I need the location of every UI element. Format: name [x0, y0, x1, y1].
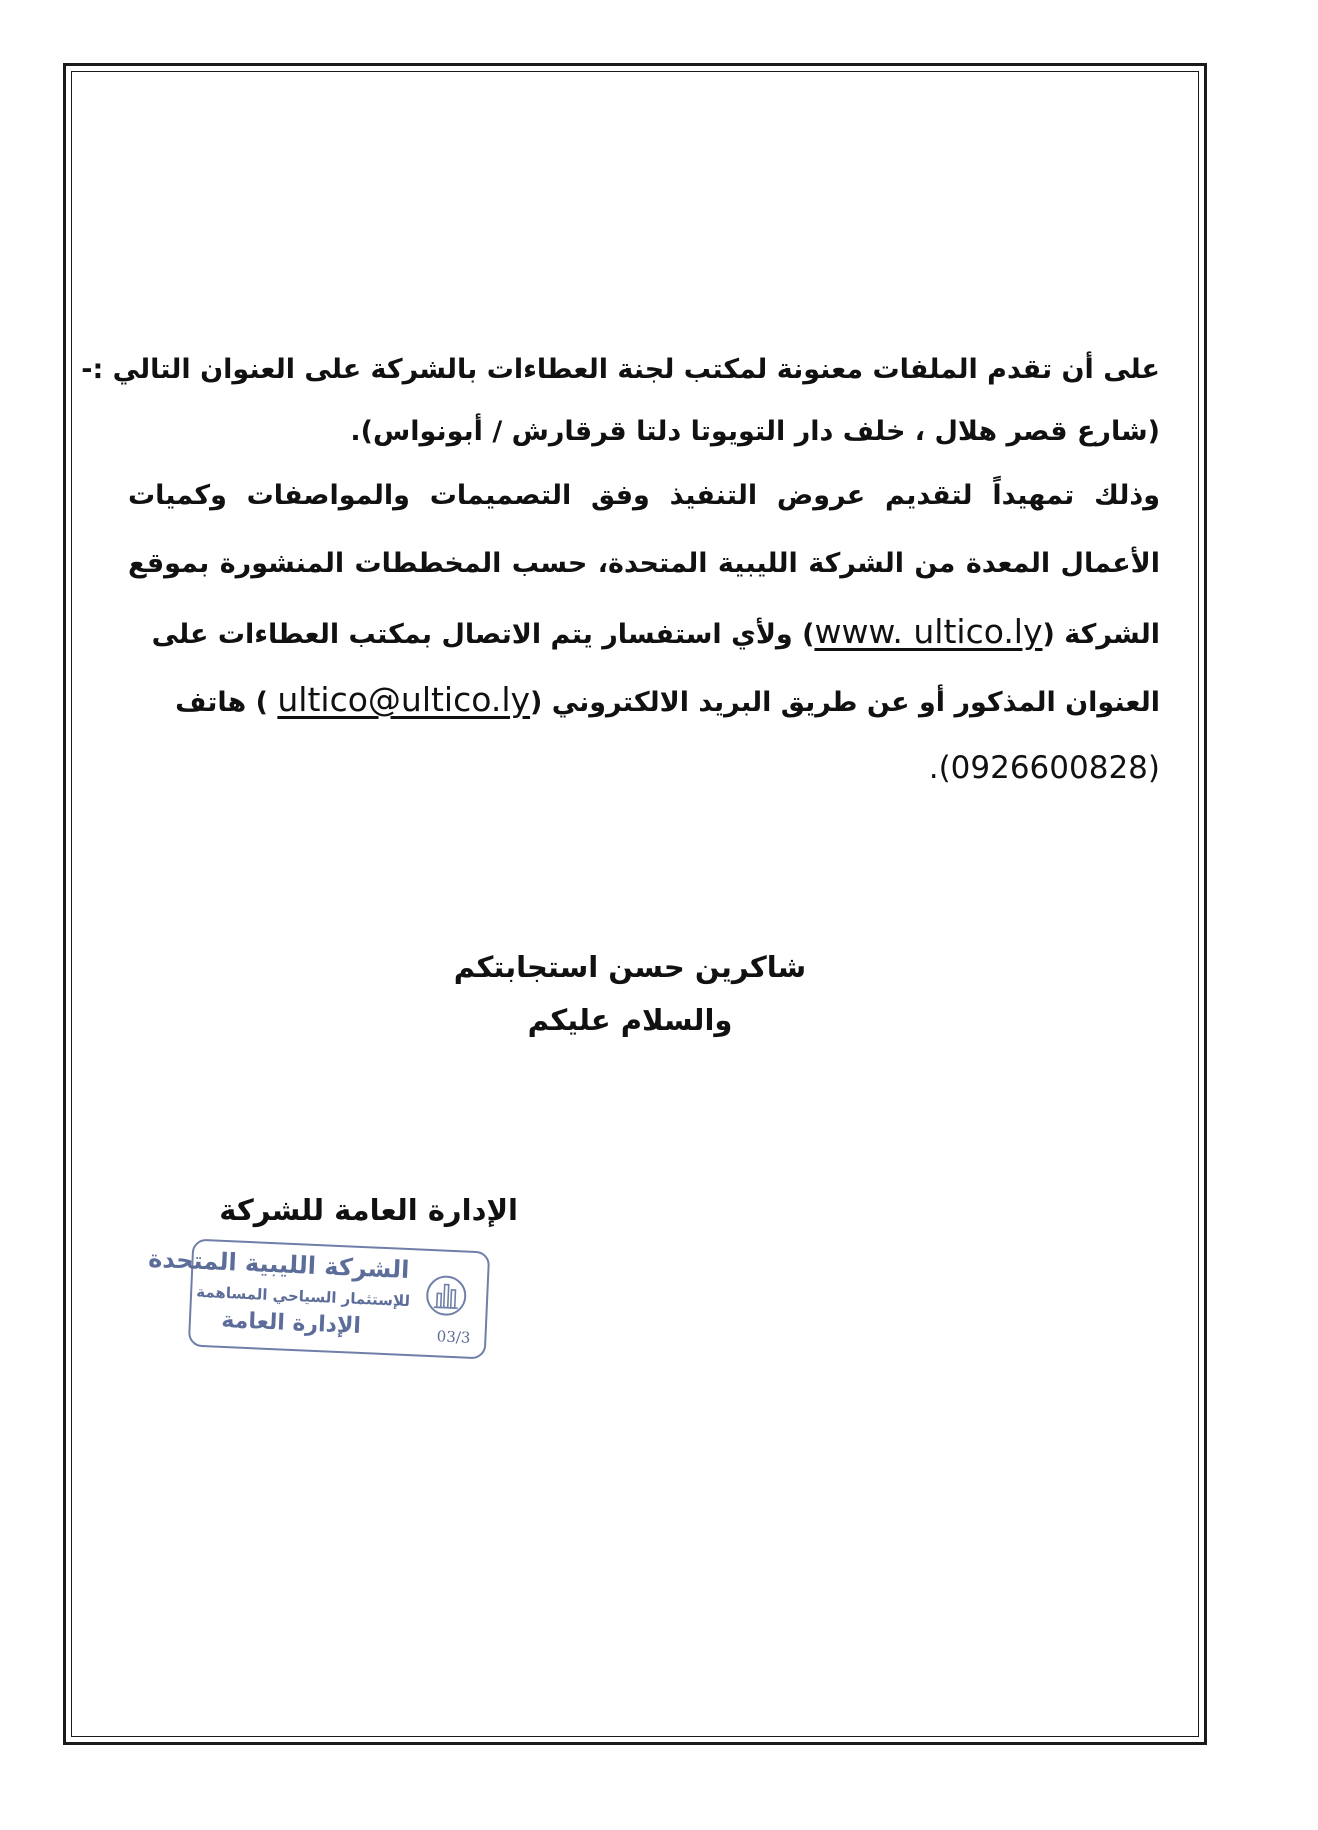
stamp-company-subtitle: للإستثمار السياحي المساهمة	[195, 1282, 411, 1311]
company-stamp	[147, 1239, 490, 1360]
letter-line-3: وذلك تمهيداً لتقديم عروض التنفيذ وفق التصميمات والمواصفات وكميات	[128, 480, 1160, 511]
letter-line-1: على أن تقدم الملفات معنونة لمكتب لجنة العطاءات بالشركة على العنوان التالي :-	[81, 354, 1160, 385]
stamp-company-name: الشركة الليبية المتحدة	[147, 1244, 410, 1285]
letter-line-5-start: الشركة (	[1042, 619, 1160, 650]
signature-organization: الإدارة العامة للشركة	[219, 1193, 518, 1227]
letter-line-5-end: ) ولأي استفسار يتم الاتصال بمكتب العطاءات على	[151, 619, 815, 650]
stamp-department: الإدارة العامة	[220, 1307, 362, 1339]
letter-line-6	[128, 680, 1160, 720]
page-border-inner	[71, 71, 1199, 1737]
email-link[interactable]: ultico@ultico.ly	[277, 680, 531, 719]
letter-line-7	[128, 748, 1160, 788]
closing-thanks: شاكرين حسن استجابتكم	[453, 950, 807, 984]
letter-line-6-end: ) هاتف	[175, 687, 278, 718]
building-logo-icon	[423, 1273, 469, 1319]
letter-line-2: (شارع قصر هلال ، خلف دار التويوتا دلتا قرقارش / أبونواس).	[350, 416, 1160, 447]
letter-line-5	[128, 612, 1160, 652]
website-link[interactable]: www. ultico.ly	[814, 612, 1043, 651]
phone-number: .(0926600828)	[928, 750, 1160, 786]
letter-line-6-start: العنوان المذكور أو عن طريق البريد الالكتروني (	[530, 687, 1160, 718]
stamp-number: 03/3	[436, 1327, 471, 1347]
letter-line-4: الأعمال المعدة من الشركة الليبية المتحدة، حسب المخططات المنشورة بموقع	[128, 548, 1160, 579]
closing-salutation: والسلام عليكم	[527, 1003, 733, 1037]
